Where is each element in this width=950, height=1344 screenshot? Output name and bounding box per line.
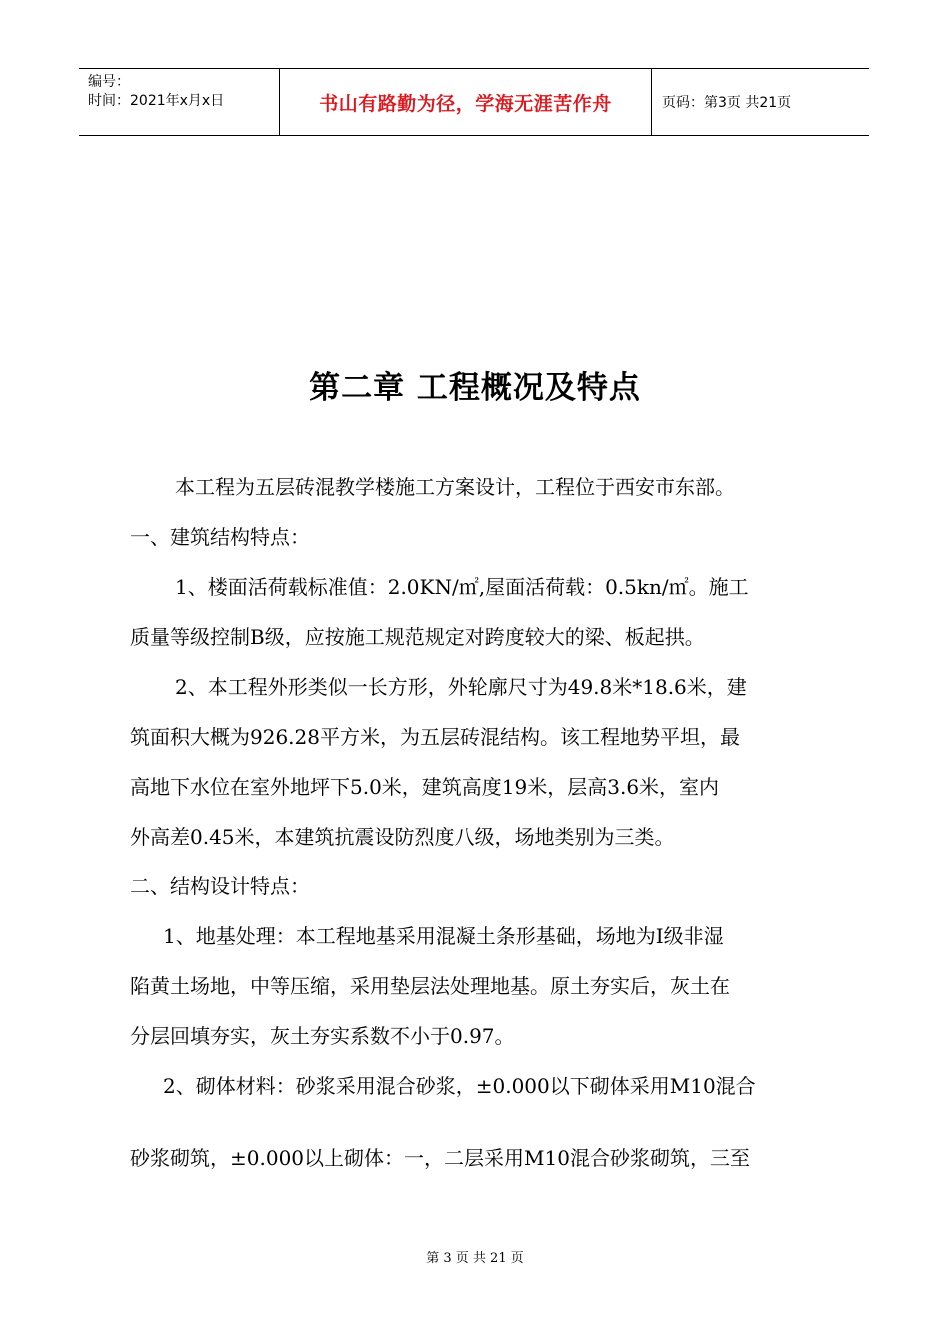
body-line: 高地下水位在室外地坪下5.0米，建筑高度19米，层高3.6米，室内 bbox=[130, 775, 720, 799]
section-heading: 一、建筑结构特点： bbox=[130, 525, 310, 549]
body-line: 陷黄土场地，中等压缩，采用垫层法处理地基。原土夯实后，灰土在 bbox=[130, 974, 730, 998]
chapter-title: 第二章 工程概况及特点 bbox=[309, 370, 641, 406]
body-line: 1、地基处理：本工程地基采用混凝土条形基础，场地为Ⅰ级非湿 bbox=[163, 924, 724, 948]
body-line: 本工程为五层砖混教学楼施工方案设计，工程位于西安市东部。 bbox=[175, 475, 735, 499]
body-line: 外高差0.45米，本建筑抗震设防烈度八级，场地类别为三类。 bbox=[130, 825, 675, 849]
body-line: 2、砌体材料：砂浆采用混合砂浆，±0.000以下砌体采用M10混合 bbox=[163, 1074, 756, 1098]
body-line: 筑面积大概为926.28平方米，为五层砖混结构。该工程地势平坦，最 bbox=[130, 725, 740, 749]
body-line: 1、楼面活荷载标准值：2.0KN/㎡,屋面活荷载：0.5kn/㎡。施工 bbox=[175, 575, 749, 599]
header-page-number: 页码：第3页 共21页 bbox=[662, 95, 792, 111]
header-meta bbox=[79, 69, 280, 135]
document-number: 编号： bbox=[88, 74, 130, 90]
header-motto: 书山有路勤为径，学海无涯苦作舟 bbox=[280, 69, 652, 135]
document-date: 时间：2021年x月x日 bbox=[88, 93, 225, 109]
body-line: 分层回填夯实，灰土夯实系数不小于0.97。 bbox=[130, 1024, 515, 1048]
body-line: 质量等级控制B级，应按施工规范规定对跨度较大的梁、板起拱。 bbox=[130, 625, 705, 649]
page-header bbox=[79, 68, 869, 136]
body-line: 2、本工程外形类似一长方形，外轮廓尺寸为49.8米*18.6米，建 bbox=[175, 675, 747, 699]
body-line: 砂浆砌筑，±0.000以上砌体：一，二层采用M10混合砂浆砌筑，三至 bbox=[130, 1146, 750, 1170]
page-footer: 第 3 页 共 21 页 bbox=[426, 1251, 524, 1266]
section-heading: 二、结构设计特点： bbox=[130, 874, 310, 898]
